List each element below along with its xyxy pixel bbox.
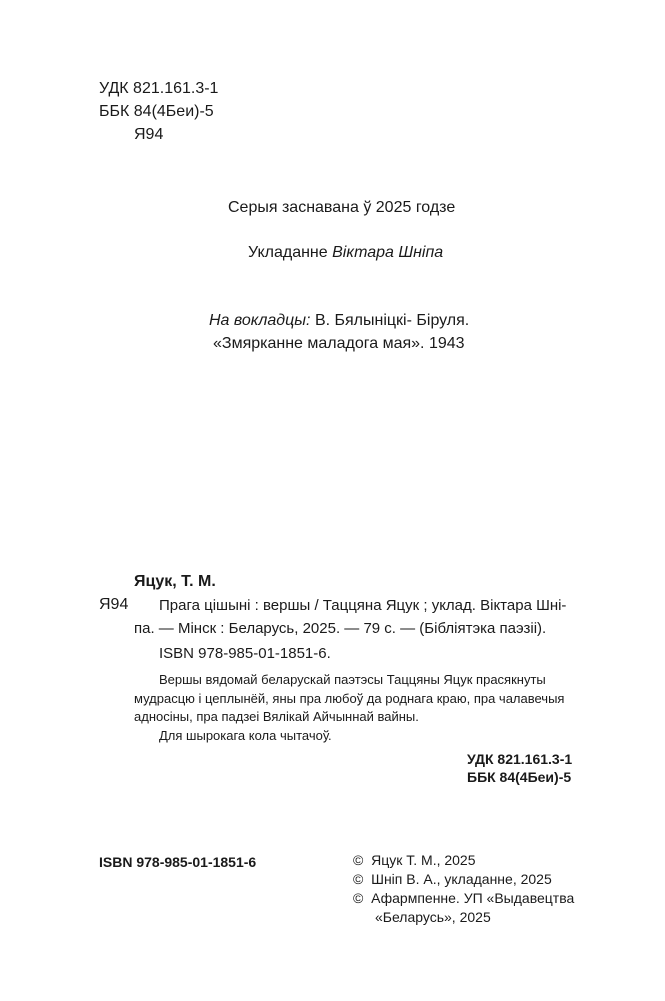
bbk-code-top: ББК 84(4Беи)-5 (99, 103, 214, 120)
series-note: Серыя заснавана ў 2025 годзе (228, 199, 456, 216)
catalog-bbk-code: ББК 84(4Беи)-5 (467, 769, 572, 785)
copyright-symbol: © (353, 871, 364, 887)
cover-line (209, 312, 469, 330)
copyright-symbol: © (353, 852, 364, 868)
copyright-symbol: © (353, 890, 364, 906)
udk-code-top: УДК 821.161.3-1 (99, 80, 219, 97)
cover-label: На вокладцы: (209, 312, 311, 329)
copyright-line (353, 852, 476, 868)
cover-artwork: «Змярканне маладога мая». 1943 (213, 335, 465, 352)
catalog-description-line2: па. — Мінск : Беларусь, 2025. — 79 с. — (Бібліятэка паэзіі). (134, 620, 547, 637)
copyright-text: Афармпенне. УП «Выдавецтва (371, 890, 575, 906)
copyright-text: Шніп В. А., укладанне, 2025 (371, 871, 552, 887)
copyright-continuation: «Беларусь», 2025 (375, 909, 491, 925)
catalog-isbn: ISBN 978-985-01-1851-6. (159, 645, 331, 662)
catalog-annotation-line4: Для шырокага кола чытачоў. (159, 728, 332, 743)
catalog-author: Яцук, Т. М. (134, 573, 216, 590)
catalog-annotation-line1: Вершы вядомай беларускай паэтэсы Таццяны Яцук прасякнуты (159, 672, 546, 687)
footer-isbn: ISBN 978-985-01-1851-6 (99, 854, 257, 870)
copyright-text: Яцук Т. М., 2025 (371, 852, 476, 868)
copyright-line (353, 871, 552, 887)
cover-artist: В. Бялыніцкі- Біруля. (314, 312, 470, 329)
catalog-udk-code: УДК 821.161.3-1 (467, 751, 573, 767)
compiler-name: Віктара Шніпа (332, 244, 444, 261)
compiler-line (248, 244, 443, 262)
copyright-line (353, 890, 574, 906)
author-mark-top: Я94 (134, 126, 164, 143)
catalog-annotation-line3: адносіны, пра падзеі Вялікай Айчыннай вайны. (134, 709, 419, 724)
catalog-author-mark: Я94 (99, 596, 129, 613)
catalog-description-line1: Прага цішыні : вершы / Таццяна Яцук ; уклад. Віктара Шні- (159, 597, 567, 614)
compiler-label: Укладанне (248, 244, 328, 261)
catalog-annotation-line2: мудрасцю і цеплынёй, яны пра любоў да роднага краю, пра чалавечыя (134, 691, 565, 706)
